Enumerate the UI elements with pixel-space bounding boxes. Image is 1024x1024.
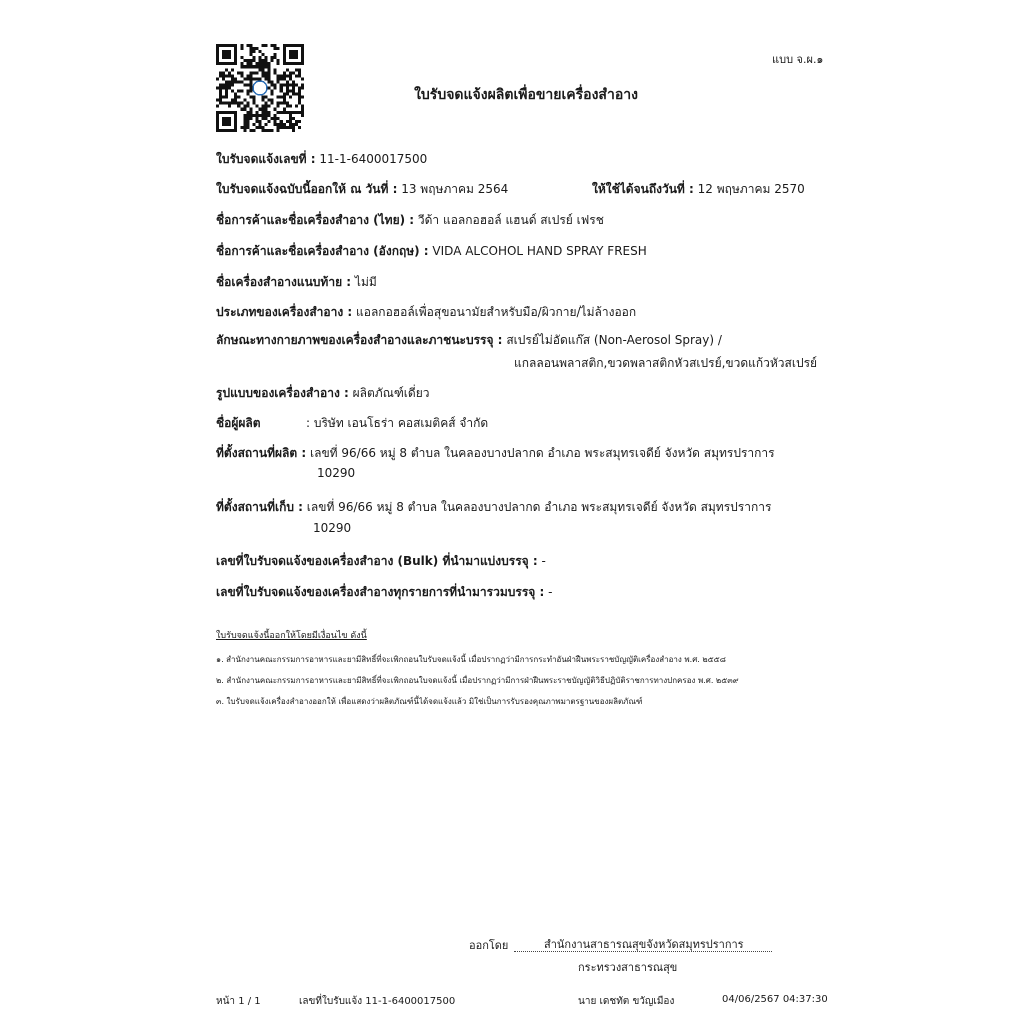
registration-number-row: ใบรับจดแจ้งเลขที่ : 11-1-6400017500: [216, 152, 428, 166]
condition-item: ๒. สำนักงานคณะกรรมการอาหารและยามีสิทธิ์ที่จะเพิกถอนใบจดแจ้งนี้ เมื่อปรากฏว่ามีการฝ่าฝืนพระราชบัญญัติวิธีปฏิบัติราชการทางปกครอง พ.ศ. ๒๕๓๙: [216, 676, 739, 685]
conditions-heading: ใบรับจดแจ้งนี้ออกให้โดยมีเงื่อนไข ดังนี้: [216, 631, 367, 641]
manufacturer-value: : บริษัท เอนโธร่า คอสเมติคส์ จำกัด: [306, 416, 489, 430]
storage-location-postcode: 10290: [313, 521, 352, 535]
signature-dotted-line: [514, 951, 772, 952]
officer-name: นาย เดชทัต ขวัญเมือง: [578, 996, 675, 1007]
thai-name-row: ชื่อการค้าและชื่อเครื่องสำอาง (ไทย) : วีด้า แอลกอฮอล์ แฮนด์ สเปรย์ เฟรช: [216, 213, 604, 227]
issued-by-label: ออกโดย: [469, 939, 509, 952]
issuing-office: สำนักงานสาธารณสุขจังหวัดสมุทรปราการ: [544, 938, 744, 951]
issue-date-row: ใบรับจดแจ้งฉบับนี้ออกให้ ณ วันที่ : 13 พฤษภาคม 2564: [216, 182, 509, 196]
expiry-date-row: ให้ใช้ได้จนถึงวันที่ : 12 พฤษภาคม 2570: [592, 182, 805, 196]
physical-form-continued: แกลลอนพลาสติก,ขวดพลาสติกหัวสเปรย์,ขวดแก้วหัวสเปรย์: [514, 356, 818, 370]
physical-form-row: ลักษณะทางกายภาพของเครื่องสำอางและภาชนะบรรจุ : สเปรย์ไม่อัดแก๊ส (Non-Aerosol Spray) /: [216, 333, 722, 347]
product-format-row: รูปแบบของเครื่องสำอาง : ผลิตภัณฑ์เดี่ยว: [216, 386, 430, 400]
condition-item: ๓. ใบรับจดแจ้งเครื่องสำอางออกให้ เพื่อแสดงว่าผลิตภัณฑ์นี้ได้จดแจ้งแล้ว มิใช่เป็นการรับรองคุณภาพมาตรฐานของผลิตภัณฑ์: [216, 697, 643, 706]
combo-number-row: เลขที่ใบรับจดแจ้งของเครื่องสำอางทุกรายการที่นำมารวมบรรจุ : -: [216, 585, 553, 599]
document-title: ใบรับจดแจ้งผลิตเพื่อขายเครื่องสำอาง: [414, 87, 638, 103]
form-code: แบบ จ.ผ.๑: [772, 53, 824, 66]
print-timestamp: 04/06/2567 04:37:30: [722, 994, 828, 1005]
cosmetic-type-row: ประเภทของเครื่องสำอาง : แอลกอฮอล์เพื่อสุขอนามัยสำหรับมือ/ผิวกาย/ไม่ล้างออก: [216, 305, 637, 319]
mfg-location-row: ที่ตั้งสถานที่ผลิต : เลขที่ 96/66 หมู่ 8 ตำบล ในคลองบางปลากด อำเภอ พระสมุทรเจดีย์ จังหวัด สมุทรปราการ: [216, 446, 775, 460]
english-name-row: ชื่อการค้าและชื่อเครื่องสำอาง (อังกฤษ) : VIDA ALCOHOL HAND SPRAY FRESH: [216, 244, 647, 258]
appended-name-row: ชื่อเครื่องสำอางแนบท้าย : ไม่มี: [216, 275, 377, 289]
footer-registration-ref: เลขที่ใบรับแจ้ง 11-1-6400017500: [299, 996, 456, 1007]
manufacturer-row: ชื่อผู้ผลิต: [216, 416, 261, 430]
storage-location-row: ที่ตั้งสถานที่เก็บ : เลขที่ 96/66 หมู่ 8 ตำบล ในคลองบางปลากด อำเภอ พระสมุทรเจดีย์ จังหวัด สมุทรปราการ: [216, 500, 772, 514]
page-number: หน้า 1 / 1: [216, 996, 261, 1007]
condition-item: ๑. สำนักงานคณะกรรมการอาหารและยามีสิทธิ์ที่จะเพิกถอนใบรับจดแจ้งนี้ เมื่อปรากฏว่ามีการกระทำอันฝ่าฝืนพระราชบัญญัติเครื่องสำอาง พ.ศ. ๒๕๕๘: [216, 655, 726, 664]
mfg-location-postcode: 10290: [317, 466, 356, 480]
bulk-number-row: เลขที่ใบรับจดแจ้งของเครื่องสำอาง (Bulk) ที่นำมาแบ่งบรรจุ : -: [216, 554, 546, 568]
ministry-name: กระทรวงสาธารณสุข: [578, 961, 678, 974]
